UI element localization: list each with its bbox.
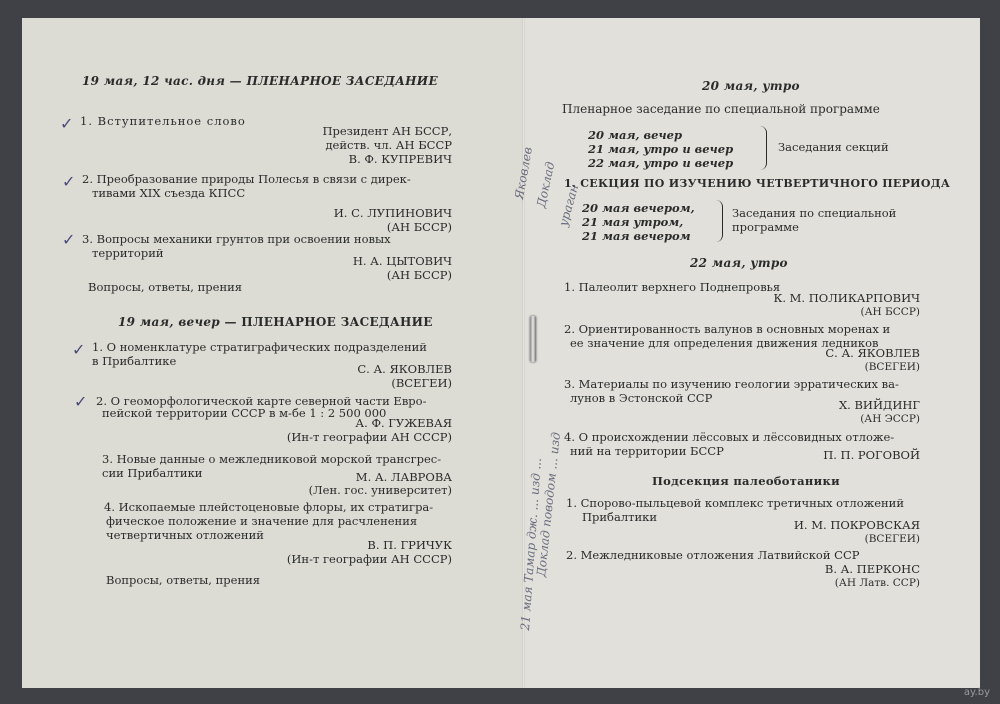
subsection-heading: Подсекция палеоботаники <box>652 474 840 488</box>
item2-line1: 2. Преобразование природы Полесья в связи с дирек- <box>82 172 411 186</box>
brace1-line2: 21 мая, утро и вечер <box>588 142 734 156</box>
handwritten-note: 21 мая Тамар дж. ... изд ... <box>518 457 545 631</box>
brace <box>760 126 767 170</box>
handwritten-note: Яковлев <box>512 146 535 201</box>
report1-affiliation: (АН БССР) <box>860 306 920 318</box>
session2-heading: 19 мая, вечер — ПЛЕНАРНОЕ ЗАСЕДАНИЕ <box>118 315 433 329</box>
day-heading-22-may: 22 мая, утро <box>690 256 788 270</box>
report1-author: К. М. ПОЛИКАРПОВИЧ <box>773 291 920 305</box>
paleo1-line1: 1. Спорово-пыльцевой комплекс третичных отложений <box>566 496 905 510</box>
report4-author: П. П. РОГОВОЙ <box>823 448 920 462</box>
check-mark-icon: ✓ <box>72 340 86 359</box>
report1-title: 1. Палеолит верхнего Поднепровья <box>564 280 781 294</box>
paleo2-title: 2. Межледниковые отложения Латвийской ССР <box>566 548 860 562</box>
item1-author-role: Президент АН БССР, <box>322 124 452 138</box>
paleo2-affiliation: (АН Латв. ССР) <box>834 577 920 589</box>
talk2-line2: пейской территории СССР в м-бе 1 : 2 500 000 <box>102 406 387 420</box>
report2-author: С. А. ЯКОВЛЕВ <box>825 346 920 360</box>
talk1-author: С. А. ЯКОВЛЕВ <box>357 362 452 376</box>
check-mark-icon: ✓ <box>60 114 74 133</box>
report3-affiliation: (АН ЭССР) <box>860 413 920 425</box>
handwritten-note: Доклад <box>534 160 558 209</box>
discussion-2: Вопросы, ответы, прения <box>106 573 261 587</box>
report4-line1: 4. О происхождении лёссовых и лёссовидных отложе- <box>564 430 895 444</box>
item2-affiliation: (АН БССР) <box>386 220 452 234</box>
item2-author: И. С. ЛУПИНОВИЧ <box>333 206 452 220</box>
report2-line2: ее значение для определения движения ледников <box>570 336 879 350</box>
plenary-special: Пленарное заседание по специальной программе <box>562 102 880 116</box>
day-heading-20-may: 20 мая, утро <box>702 79 800 93</box>
discussion-1: Вопросы, ответы, прения <box>88 280 243 294</box>
report2-affiliation: (ВСЕГЕИ) <box>864 361 920 373</box>
brace1-label: Заседания секций <box>778 140 889 154</box>
talk4-affiliation: (Ин-т географии АН СССР) <box>286 552 452 566</box>
handwritten-note: ураган <box>556 182 582 228</box>
paleo1-affiliation: (ВСЕГЕИ) <box>864 533 920 545</box>
document-sheet <box>22 18 980 688</box>
item1-title: 1. Вступительное слово <box>80 114 246 128</box>
item3-affiliation: (АН БССР) <box>386 268 452 282</box>
watermark: ay.by <box>963 687 990 698</box>
talk1-line1: 1. О номенклатуре стратиграфических подразделений <box>92 340 427 354</box>
brace <box>716 200 723 242</box>
item3-line2: территорий <box>92 246 164 260</box>
report3-line1: 3. Материалы по изучению геологии эрратических ва- <box>564 377 899 391</box>
brace2-line2: 21 мая утром, <box>582 215 684 229</box>
staple <box>530 316 536 362</box>
brace1-line1: 20 мая, вечер <box>588 128 682 142</box>
paleo2-author: В. А. ПЕРКОНС <box>824 562 920 576</box>
talk3-line2: сии Прибалтики <box>102 466 203 480</box>
handwritten-note: Доклад поводом ... изд <box>534 431 564 578</box>
report2-line1: 2. Ориентированность валунов в основных моренах и <box>564 322 891 336</box>
talk4-line2: фическое положение и значение для расчленения <box>106 514 418 528</box>
item1-author-role2: действ. чл. АН БССР <box>325 138 452 152</box>
talk4-author: В. П. ГРИЧУК <box>367 538 452 552</box>
brace2-label1: Заседания по специальной <box>732 206 897 220</box>
talk3-affiliation: (Лен. гос. университет) <box>308 483 452 497</box>
talk2-author: А. Ф. ГУЖЕВАЯ <box>355 416 452 430</box>
talk4-line1: 4. Ископаемые плейстоценовые флоры, их стратигра- <box>104 500 434 514</box>
report3-author: Х. ВИЙДИНГ <box>838 398 920 412</box>
check-mark-icon: ✓ <box>62 172 76 191</box>
item1-author: В. Ф. КУПРЕВИЧ <box>348 152 452 166</box>
talk3-line1: 3. Новые данные о межледниковой морской трансгрес- <box>102 452 442 466</box>
brace2-line3: 21 мая вечером <box>582 229 691 243</box>
paleo1-author: И. М. ПОКРОВСКАЯ <box>793 518 920 532</box>
brace2-line1: 20 мая вечером, <box>582 201 695 215</box>
item2-line2: тивами XIX съезда КПСС <box>92 186 246 200</box>
paleo1-line2: Прибалтики <box>582 510 658 524</box>
check-mark-icon: ✓ <box>74 392 88 411</box>
talk1-affiliation: (ВСЕГЕИ) <box>391 376 452 390</box>
talk4-line3: четвертичных отложений <box>106 528 264 542</box>
talk1-line2: в Прибалтике <box>92 354 177 368</box>
check-mark-icon: ✓ <box>62 230 76 249</box>
talk2-line1: 2. О геоморфологической карте северной части Евро- <box>96 394 427 408</box>
report4-line2: ний на территории БССР <box>570 444 724 458</box>
item3-author: Н. А. ЦЫТОВИЧ <box>352 254 452 268</box>
report3-line2: лунов в Эстонской ССР <box>570 391 713 405</box>
item3-line1: 3. Вопросы механики грунтов при освоении новых <box>82 232 391 246</box>
session1-heading: 19 мая, 12 час. дня — ПЛЕНАРНОЕ ЗАСЕДАНИЕ <box>82 74 438 88</box>
brace2-label2: программе <box>732 220 799 234</box>
section1-heading: 1. СЕКЦИЯ ПО ИЗУЧЕНИЮ ЧЕТВЕРТИЧНОГО ПЕРИОДА <box>564 177 951 190</box>
talk3-author: М. А. ЛАВРОВА <box>355 470 452 484</box>
brace1-line3: 22 мая, утро и вечер <box>588 156 734 170</box>
talk2-affiliation: (Ин-т географии АН СССР) <box>286 430 452 444</box>
